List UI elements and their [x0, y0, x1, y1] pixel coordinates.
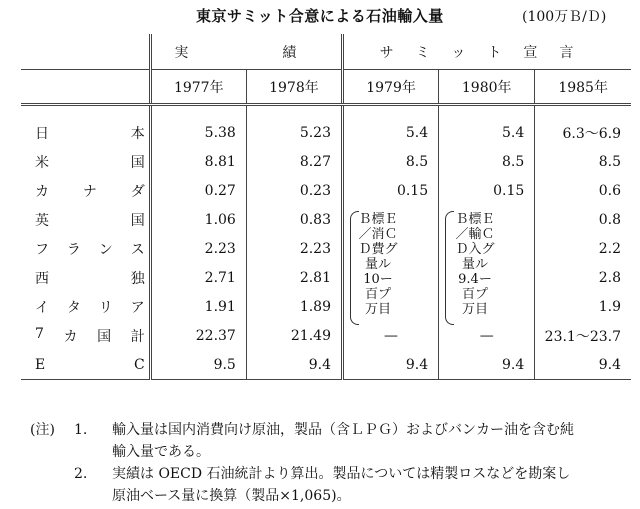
bracket-line: Ｂ標Ｅ — [358, 212, 398, 227]
value-cell: 21.49 — [246, 321, 342, 350]
value-cell: 9.4 — [535, 350, 631, 380]
value-cell: 2.81 — [246, 263, 342, 292]
row-label: E C — [21, 350, 150, 380]
value-cell: 5.4 — [342, 105, 438, 148]
value-cell: 8.81 — [150, 147, 246, 176]
value-cell: 22.37 — [150, 321, 246, 350]
value-cell: 1.91 — [150, 292, 246, 321]
header-summit: サミット宣言 — [342, 34, 631, 70]
note-text: 輸入量は国内消費向け原油，製品（含ＬＰＧ）およびバンカー油を含む純 — [112, 422, 574, 438]
row-label: フ ラ ン ス — [35, 241, 145, 258]
bracket-line: 万目 — [364, 302, 391, 317]
unit-label: (100万Ｂ/Ｄ) — [522, 9, 607, 25]
note-number: 2. — [74, 466, 88, 482]
value-cell: 0.15 — [439, 176, 535, 205]
table-row — [21, 147, 631, 176]
row-label: 西 独 — [35, 270, 145, 287]
table-row — [21, 292, 631, 321]
value-cell: 0.15 — [342, 176, 438, 205]
header-year-1979: 1979年 — [342, 70, 438, 105]
value-cell: 8.27 — [246, 147, 342, 176]
row-label: イ タ リ ア — [35, 299, 145, 316]
value-cell: 2.8 — [535, 263, 631, 292]
bracket-line: Ｄ費グ — [358, 242, 398, 257]
table-row — [21, 321, 631, 350]
value-cell: 23.1〜23.7 — [535, 321, 631, 350]
value-cell: — — [439, 321, 535, 350]
table-row — [21, 205, 631, 234]
bracket-line: 量ル — [461, 257, 488, 272]
value-cell: 2.2 — [535, 234, 631, 263]
note-continuation: 原油ベース量に換算（製品×1,065)。 — [112, 488, 351, 504]
value-cell: 5.38 — [150, 105, 246, 148]
note-number: 1. — [74, 422, 88, 438]
value-cell: 1.9 — [535, 292, 631, 321]
value-cell: 9.5 — [150, 350, 246, 380]
bracket-line: ／消Ｃ — [358, 227, 398, 242]
bracket-line: 10ー — [363, 272, 393, 287]
notes-prefix: (注) — [30, 422, 55, 438]
value-cell: 1.89 — [246, 292, 342, 321]
oil-import-table — [21, 34, 631, 380]
value-cell: — — [342, 321, 438, 350]
row-label: カ ナ ダ — [35, 183, 145, 200]
value-cell: 0.6 — [535, 176, 631, 205]
header-year-1980: 1980年 — [439, 70, 535, 105]
table-title: 東京サミット合意による石油輸入量 — [196, 7, 444, 25]
row-label: 7 カ 国 計 — [35, 325, 145, 345]
bracket-line: 9.4ー — [458, 272, 492, 287]
value-cell: 0.23 — [246, 176, 342, 205]
value-cell: 2.71 — [150, 263, 246, 292]
bracket-line: 量ル — [364, 257, 391, 272]
header-corner-2 — [21, 70, 150, 105]
notes — [30, 419, 630, 507]
bracket-text-1980 — [453, 212, 497, 317]
value-cell: 0.8 — [535, 205, 631, 234]
value-cell: 1.06 — [150, 205, 246, 234]
table-row — [21, 263, 631, 292]
value-cell: 0.83 — [246, 205, 342, 234]
table-row — [21, 176, 631, 205]
value-cell: 0.27 — [150, 176, 246, 205]
value-cell: 8.5 — [439, 147, 535, 176]
row-label: 米 国 — [35, 154, 145, 171]
table-body — [21, 105, 631, 380]
row-label: 英 国 — [35, 212, 145, 229]
bracket-text-1979 — [358, 212, 398, 317]
value-cell: 9.4 — [342, 350, 438, 380]
bracket-line: 万目 — [461, 302, 488, 317]
header-corner — [21, 34, 150, 70]
header-year-1985: 1985年 — [535, 70, 631, 105]
table-row — [21, 105, 631, 148]
value-cell: 9.4 — [246, 350, 342, 380]
bracket-line: Ｂ標Ｅ — [455, 212, 495, 227]
value-cell: 8.5 — [342, 147, 438, 176]
header-year-1978: 1978年 — [246, 70, 342, 105]
bracket-line: 百プ — [364, 287, 391, 302]
value-cell: 2.23 — [246, 234, 342, 263]
bracket-line: ／輸Ｃ — [455, 227, 495, 242]
value-cell: 9.4 — [439, 350, 535, 380]
row-label: 日 本 — [35, 125, 145, 142]
value-cell: 8.5 — [535, 147, 631, 176]
note-continuation: 輸入量である。 — [112, 444, 210, 460]
note-text: 実績は OECD 石油統計より算出。製品については精製ロスなどを勘案し — [112, 466, 571, 482]
value-cell: 6.3〜6.9 — [535, 105, 631, 148]
bracket-line: Ｄ入グ — [455, 242, 495, 257]
table-row — [21, 234, 631, 263]
table-row — [21, 350, 631, 380]
value-cell: 2.23 — [150, 234, 246, 263]
header-year-1977: 1977年 — [150, 70, 246, 105]
header-actual: 実 績 — [150, 34, 342, 70]
value-cell: 5.23 — [246, 105, 342, 148]
value-cell: 5.4 — [439, 105, 535, 148]
bracket-line: 百プ — [461, 287, 488, 302]
